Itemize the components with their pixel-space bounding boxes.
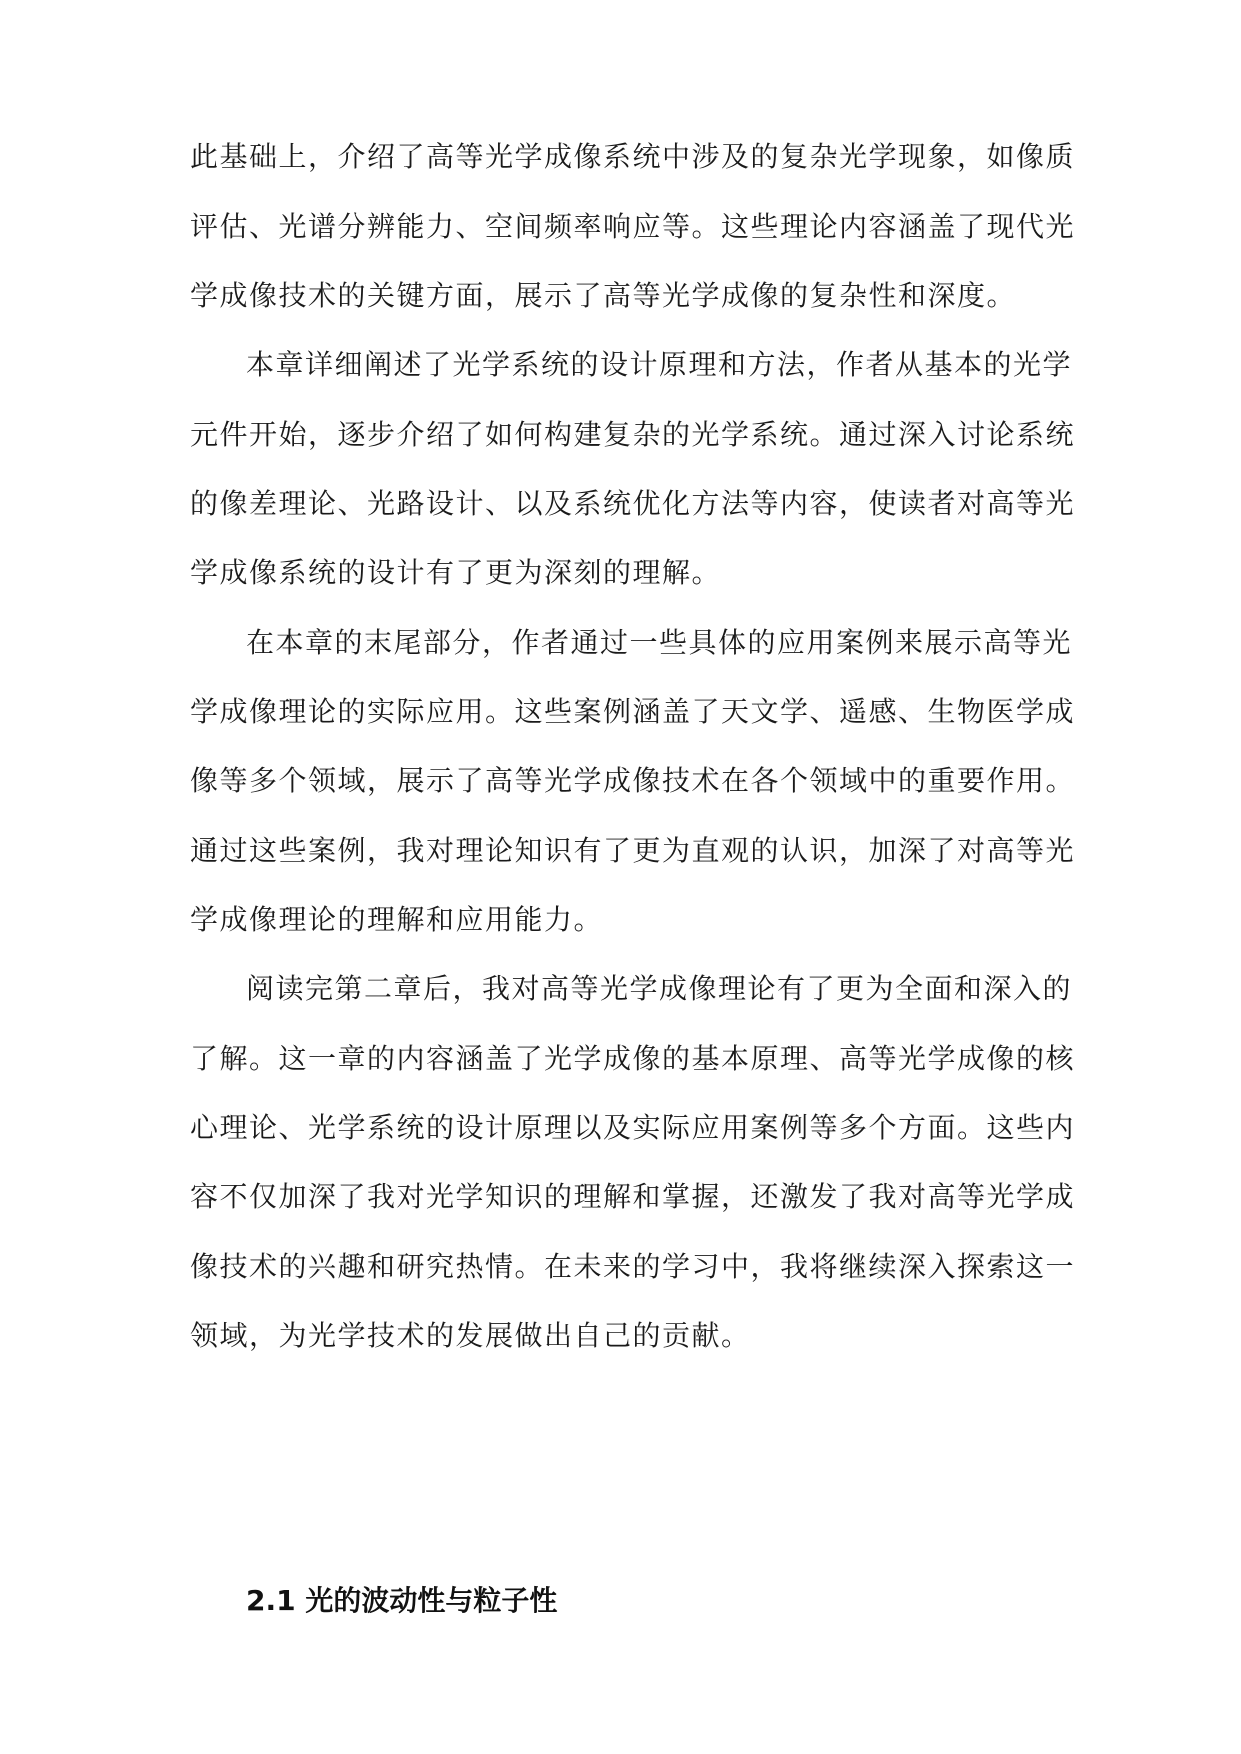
paragraph-line: 容不仅加深了我对光学知识的理解和掌握，还激发了我对高等光学成: [190, 1180, 1076, 1213]
paragraph-line: 本章详细阐述了光学系统的设计原理和方法，作者从基本的光学: [246, 348, 1073, 381]
paragraph-line: 心理论、光学系统的设计原理以及实际应用案例等多个方面。这些内: [190, 1111, 1076, 1144]
section-heading: 2.1 光的波动性与粒子性: [246, 1584, 558, 1617]
paragraph-line: 阅读完第二章后，我对高等光学成像理论有了更为全面和深入的: [246, 972, 1073, 1005]
paragraph-line: 学成像技术的关键方面，展示了高等光学成像的复杂性和深度。: [190, 279, 1017, 312]
paragraph-line: 元件开始，逐步介绍了如何构建复杂的光学系统。通过深入讨论系统: [190, 418, 1076, 451]
paragraph-line: 像技术的兴趣和研究热情。在未来的学习中，我将继续深入探索这一: [190, 1250, 1076, 1283]
paragraph-line: 的像差理论、光路设计、以及系统优化方法等内容，使读者对高等光: [190, 487, 1076, 520]
paragraph-line: 领域，为光学技术的发展做出自己的贡献。: [190, 1319, 751, 1352]
paragraph-line: 了解。这一章的内容涵盖了光学成像的基本原理、高等光学成像的核: [190, 1042, 1076, 1075]
paragraph-line: 学成像理论的实际应用。这些案例涵盖了天文学、遥感、生物医学成: [190, 695, 1076, 728]
paragraph-line: 评估、光谱分辨能力、空间频率响应等。这些理论内容涵盖了现代光: [190, 210, 1076, 243]
paragraph-line: 学成像系统的设计有了更为深刻的理解。: [190, 556, 722, 589]
paragraph-line: 通过这些案例，我对理论知识有了更为直观的认识，加深了对高等光: [190, 834, 1076, 867]
paragraph-line: 此基础上，介绍了高等光学成像系统中涉及的复杂光学现象，如像质: [190, 140, 1076, 173]
paragraph-line: 像等多个领域，展示了高等光学成像技术在各个领域中的重要作用。: [190, 764, 1076, 797]
paragraph-line: 学成像理论的理解和应用能力。: [190, 903, 604, 936]
paragraph-line: 在本章的末尾部分，作者通过一些具体的应用案例来展示高等光: [246, 626, 1073, 659]
